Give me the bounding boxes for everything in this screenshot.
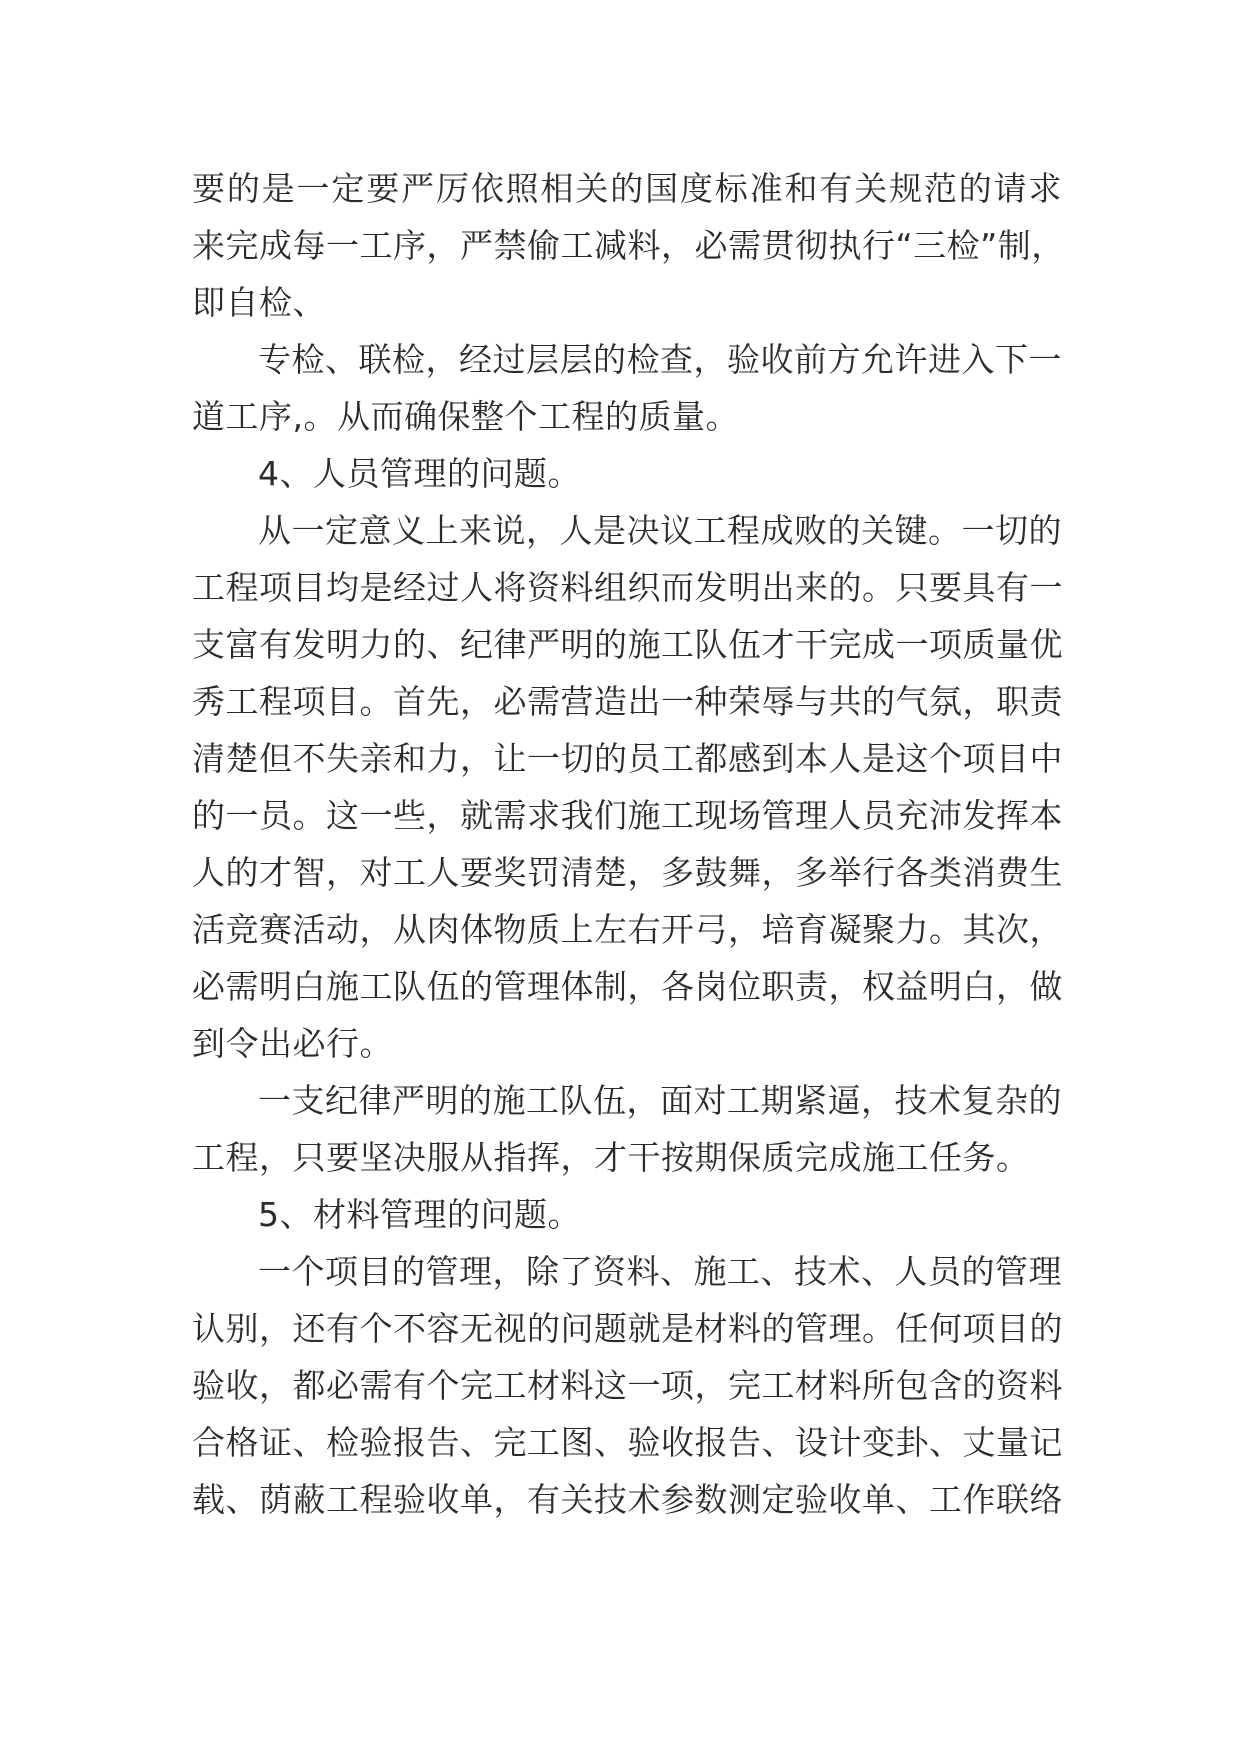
paragraph-first-line: 一个项目的管理，除了资料、施工、技术、人员的管理 [258,1252,1062,1291]
section-heading-materials: 5、材料管理的问题。 [258,1195,581,1234]
text-line: 来完成每一工序，严禁偷工减料，必需贯彻执行“三检”制， [192,226,1065,265]
text-line: 合格证、检验报告、完工图、验收报告、设计变卦、丈量记 [192,1423,1063,1462]
text-line: 支富有发明力的、纪律严明的施工队伍才干完成一项质量优 [192,625,1063,664]
text-line: 人的才智，对工人要奖罚清楚，多鼓舞，多举行各类消费生 [192,853,1063,892]
text-line: 验收，都必需有个完工材料这一项，完工材料所包含的资料 [192,1366,1063,1405]
text-line: 工程，只要坚决服从指挥，才干按期保质完成施工任务。 [192,1138,1030,1177]
text-line: 活竞赛活动，从肉体物质上左右开弓，培育凝聚力。其次， [192,910,1063,949]
text-line: 道工序,。从而确保整个工程的质量。 [192,397,739,436]
text-line: 必需明白施工队伍的管理体制，各岗位职责，权益明白，做 [192,967,1063,1006]
text-line: 要的是一定要严厉依照相关的国度标准和有关规范的请求 [192,169,1062,208]
text-line: 秀工程项目。首先，必需营造出一种荣辱与共的气氛，职责 [192,682,1063,721]
text-line: 工程项目均是经过人将资料组织而发明出来的。只要具有一 [192,568,1063,607]
text-line: 的一员。这一些，就需求我们施工现场管理人员充沛发挥本 [192,796,1063,835]
text-line: 清楚但不失亲和力，让一切的员工都感到本人是这个项目中 [192,739,1063,778]
text-line: 即自检、 [192,283,326,322]
paragraph-first-line: 从一定意义上来说，人是决议工程成败的关键。一切的 [258,511,1062,550]
paragraph-first-line: 一支纪律严明的施工队伍，面对工期紧逼，技术复杂的 [258,1081,1062,1120]
paragraph-first-line: 专检、联检，经过层层的检查，验收前方允许进入下一 [258,340,1062,379]
text-line: 到令出必行。 [192,1024,393,1063]
text-line: 载、荫蔽工程验收单，有关技术参数测定验收单、工作联络 [192,1480,1063,1519]
section-heading-personnel: 4、人员管理的问题。 [258,454,581,493]
text-line: 认别，还有个不容无视的问题就是材料的管理。任何项目的 [192,1309,1063,1348]
